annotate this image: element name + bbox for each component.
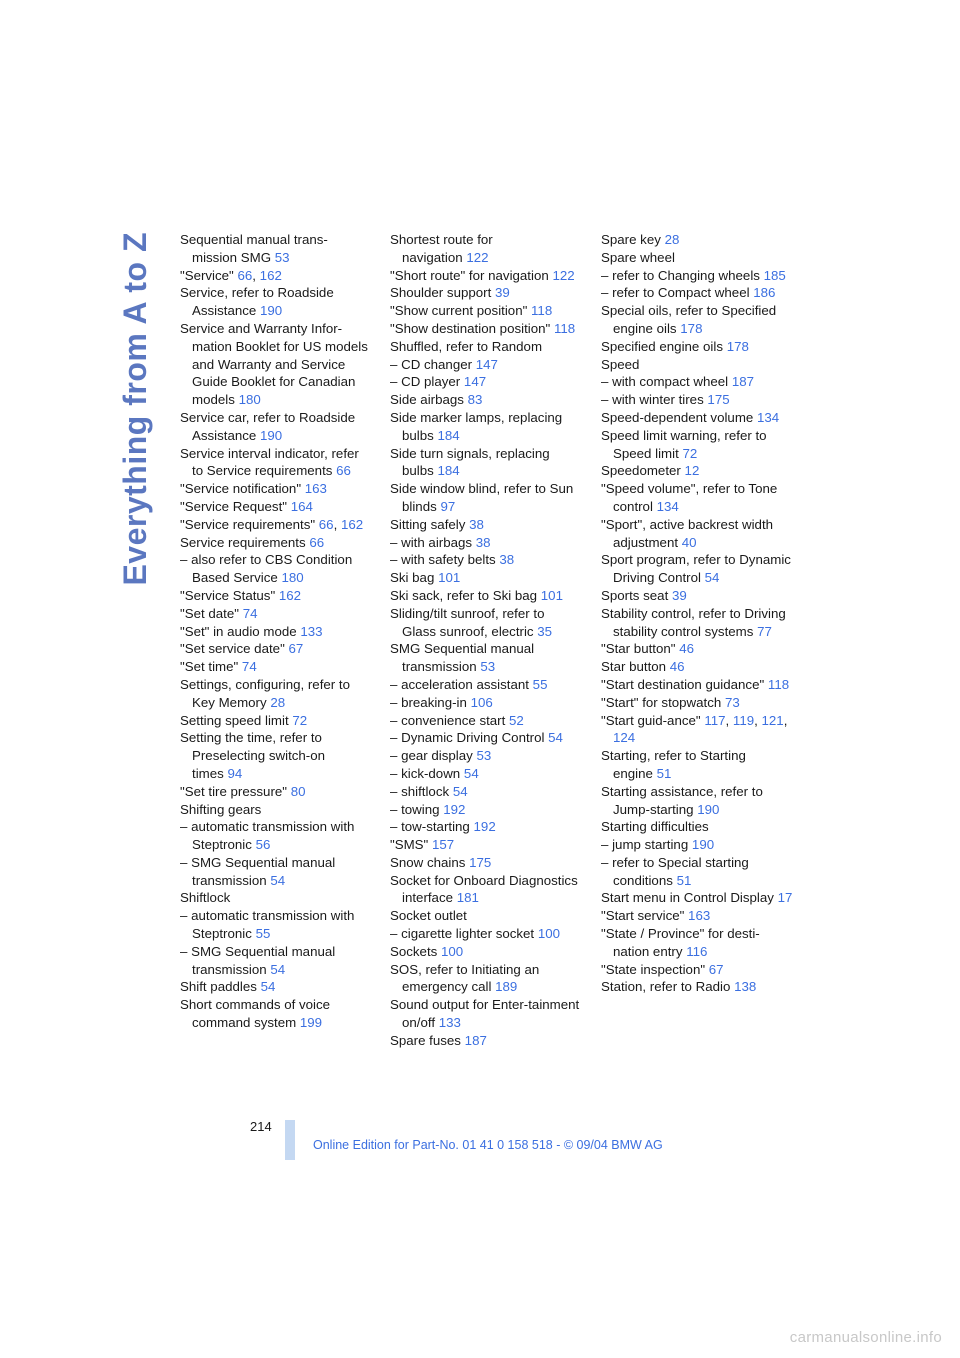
page-reference-link[interactable]: 38 [469,516,484,532]
entry-term: "Service notification" [180,481,302,497]
entry-term: – automatic transmission with Steptronic [180,908,355,942]
index-entry [601,889,793,907]
entry-term: "Service Status" [180,587,276,603]
entry-term: Stability control, refer to Driving stability control systems [601,605,786,639]
index-entry [601,516,793,552]
entry-term: – automatic transmission with Steptronic [180,819,355,853]
index-entry [390,284,582,302]
page-reference-link[interactable]: 54 [270,961,286,977]
page-reference-link[interactable]: 116 [686,943,708,959]
index-entry [180,587,372,605]
entry-term: Spare key [601,232,661,247]
page-reference-link[interactable]: 66 [318,516,334,532]
page-reference-link[interactable]: 187 [731,374,755,390]
entry-term: Spare fuses [390,1032,461,1048]
page-reference-link[interactable]: 190 [691,837,715,853]
page-reference-link[interactable]: 67 [288,641,304,657]
entry-term: Start menu in Control Display [601,890,774,906]
index-entry: "Start guid-ance" 117, 119, 121, 124 [601,712,788,746]
page-reference-link[interactable]: 55 [532,676,548,692]
page-reference-link[interactable]: 77 [757,623,772,639]
page-reference-link[interactable]: 51 [676,872,692,888]
page-reference-link[interactable]: 66 [309,534,325,550]
page-reference-link[interactable]: 147 [475,356,498,372]
page-reference-link[interactable]: 180 [281,570,304,586]
page-reference-link[interactable]: 117 [704,712,726,728]
entry-term: Sport program, refer to Dynamic Driving Control [601,552,791,586]
page-reference-link[interactable]: 54 [548,730,563,746]
page-reference-link[interactable]: 124 [613,730,636,746]
index-entry [390,356,582,374]
entry-term: "Star button" [601,641,676,657]
page-reference-link[interactable]: 28 [664,232,680,247]
page-reference-link[interactable]: 118 [767,676,790,692]
entry-term: Service, refer to Roadside Assistance [180,285,334,319]
page-reference-link[interactable]: 74 [241,659,257,675]
index-entry [180,801,372,819]
index-entry [601,854,793,890]
index-entry [390,409,582,445]
page-reference-link[interactable]: 106 [470,694,493,710]
page-reference-link[interactable]: 97 [440,498,456,514]
index-entry [390,694,582,712]
page-reference-link[interactable]: 72 [682,445,698,461]
entry-term: – kick-down [390,765,461,781]
entry-term: Short commands of voice command system [180,997,331,1031]
index-entry [601,658,793,676]
entry-term: – refer to Changing wheels [601,267,760,283]
entry-term: "SMS" [390,837,429,853]
footer-bar [285,1120,295,1160]
index-entry [601,356,793,374]
entry-term: – refer to Compact wheel [601,285,750,301]
index-entry [180,409,372,445]
entry-term: – with airbags [390,534,473,550]
page-reference-link[interactable]: 52 [509,712,524,728]
entry-term: Sitting safely [390,516,466,532]
entry-term: Spare wheel [601,249,675,265]
entry-term: SOS, refer to Initiating an emergency call [390,961,540,995]
page-reference-link[interactable]: 186 [753,285,776,301]
index-entry [180,320,372,409]
page-reference-link[interactable]: 192 [443,801,466,817]
page-reference-link[interactable]: 119 [732,712,755,728]
entry-term: Sound output for Enter-tainment on/off [390,997,580,1031]
entry-term: Specified engine oils [601,338,723,354]
page-reference-link[interactable]: 157 [431,837,455,853]
entry-term: "Start service" [601,908,685,924]
index-entry [390,569,582,587]
index-entry [601,783,793,819]
index-entry [390,818,582,836]
index-entry [180,729,372,782]
page-reference-link[interactable]: 162 [278,587,302,603]
index-entry [390,712,582,730]
index-entry [390,943,582,961]
index-entry [601,267,793,285]
page-reference-link[interactable]: 51 [656,765,672,781]
index-entry [601,391,793,409]
index-entry [180,818,372,854]
page-reference-link[interactable]: 164 [290,498,313,514]
entry-term: "Start" for stopwatch [601,694,722,710]
index-entry [180,445,372,481]
index-entry [390,872,582,908]
entry-term: – with safety belts [390,552,496,568]
page-reference-link[interactable]: 190 [697,801,720,817]
index-entry [390,836,582,854]
page-reference-link[interactable]: 39 [671,587,687,603]
watermark: carmanualsonline.info [789,1329,942,1346]
index-entry [180,889,372,907]
page-reference-link[interactable]: 94 [227,765,243,781]
entry-term: SMG Sequential manual transmission [390,641,535,675]
index-entry [180,534,372,552]
page-reference-link[interactable]: 53 [476,748,492,764]
index-entry [390,534,582,552]
entry-term: "Service Request" [180,498,287,514]
index-entry [601,694,793,712]
index-entry [390,231,582,267]
index-entry [601,231,793,249]
index-entry [601,907,793,925]
entry-term: "Show current position" [390,303,528,319]
page-reference-link[interactable]: 133 [300,623,323,639]
page-reference-link[interactable]: 134 [656,498,679,514]
page-reference-link[interactable]: 138 [734,979,757,995]
index-entry [180,907,372,943]
entry-term: "Set date" [180,605,239,621]
index-entry [180,996,372,1032]
page-reference-link[interactable]: 181 [456,890,479,906]
index-entry [390,765,582,783]
page-reference-link[interactable]: 101 [540,587,563,603]
entry-term: Speed-dependent volume [601,409,754,425]
entry-term: Snow chains [390,854,466,870]
page-reference-link[interactable]: 134 [757,409,780,425]
index-entry [180,658,372,676]
page-reference-link[interactable]: 100 [441,943,464,959]
entry-term: Side turn signals, replacing bulbs [390,445,550,479]
entry-term: "Set tire pressure" [180,783,287,799]
entry-term: Side window blind, refer to Sun blinds [390,481,574,514]
page-reference-link[interactable]: 162 [259,267,282,283]
page-reference-link[interactable]: 17 [777,890,793,906]
index-entry [390,961,582,997]
page-reference-link[interactable]: 185 [763,267,786,283]
page-reference-link[interactable]: 199 [299,1015,323,1031]
entry-term: "Speed volume", refer to Tone control [601,481,778,514]
index-entry [390,516,582,534]
entry-term: Starting, refer to Starting engine [601,748,746,781]
page-reference-link[interactable]: 80 [290,783,306,799]
index-entry [390,747,582,765]
page-reference-link[interactable]: 54 [463,765,479,781]
index-entry [180,231,372,267]
entry-term: Side airbags [390,392,464,408]
page-reference-link[interactable]: 72 [292,712,308,728]
index-entry [180,854,372,890]
index-entry [601,587,793,605]
entry-term: "Set" in audio mode [180,623,297,639]
index-entry [601,427,793,463]
entry-term: – tow-starting [390,819,470,835]
page-reference-link[interactable]: 54 [452,783,468,799]
page-reference-link[interactable]: 178 [726,338,749,354]
entry-term: "Show destination position" [390,320,551,336]
entry-term: Service interval indicator, refer to Service requirements [180,445,359,479]
entry-term: "Start destination guidance" [601,676,765,692]
footer-edition-text: Online Edition for Part-No. 01 41 0 158 518 - © 09/04 BMW AG [313,1138,663,1152]
entry-term: "Service" [180,267,234,283]
page-reference-link[interactable]: 118 [531,303,553,319]
entry-term: "Sport", active backrest width adjustment [601,516,774,550]
entry-term: Service requirements [180,534,306,550]
index-column-1 [180,231,372,1032]
page-reference-link[interactable]: 54 [270,872,286,888]
entry-term: Starting assistance, refer to Jump-starting [601,783,763,817]
entry-term: Sequential manual trans-mission SMG [180,232,328,265]
page-reference-link[interactable]: 162 [340,516,364,532]
entry-term: – convenience start [390,712,506,728]
index-entry [180,676,372,712]
index-entry [601,676,793,694]
index-entry [601,605,793,641]
page-reference-link[interactable]: 83 [467,392,483,408]
entry-term: "Short route" for navigation [390,267,549,283]
index-entry [180,284,372,320]
index-entry [180,712,372,730]
page-reference-link[interactable]: 56 [255,837,271,853]
index-entry [390,801,582,819]
index-entry [390,1032,582,1050]
page-reference-link[interactable]: 175 [707,392,730,408]
page-reference-link[interactable]: 121 [761,712,784,728]
entry-term: Shoulder support [390,285,492,301]
entry-term: Socket outlet [390,908,467,924]
index-entry [601,961,793,979]
page-reference-link[interactable]: 187 [464,1032,487,1048]
page-reference-link[interactable]: 73 [725,694,740,710]
entry-term: Shortest route for navigation [390,232,493,265]
entry-term: Station, refer to Radio [601,979,731,995]
index-entry [180,978,372,996]
index-entry [180,480,372,498]
index-entry [390,480,582,516]
entry-term: – breaking-in [390,694,467,710]
page-number: 214 [250,1119,272,1134]
entry-term: Sockets [390,943,438,959]
page-reference-link[interactable]: 175 [469,854,492,870]
page-reference-link[interactable]: 74 [242,605,258,621]
page-reference-link[interactable]: 122 [466,249,489,265]
entry-term: Ski bag [390,570,435,586]
page-reference-link[interactable]: 178 [680,320,703,336]
entry-term: Special oils, refer to Specified engine oils [601,303,777,336]
page-reference-link[interactable]: 12 [684,463,700,479]
page-reference-link[interactable]: 40 [681,534,697,550]
entry-term: – with compact wheel [601,374,729,390]
entry-term: Sports seat [601,587,669,603]
page-reference-link[interactable]: 163 [304,481,327,497]
entry-term: Speedometer [601,463,681,479]
index-entry [601,284,793,302]
index-entry [601,640,793,658]
page-reference-link[interactable]: 46 [679,641,694,657]
index-entry [390,320,582,338]
index-entry [180,623,372,641]
page-reference-link[interactable]: 133 [438,1015,461,1031]
index-entry [390,551,582,569]
entry-term: – Dynamic Driving Control [390,730,545,746]
index-entry [390,445,582,481]
entry-term: – CD player [390,374,461,390]
index-entry [390,783,582,801]
index-entry [601,480,793,516]
page-reference-link[interactable]: 38 [499,552,515,568]
entry-term: "Set time" [180,659,239,675]
entry-term: Service car, refer to Roadside Assistance [180,409,356,443]
index-entry [390,373,582,391]
entry-term: – gear display [390,748,473,764]
index-entry [180,943,372,979]
entry-term: Side marker lamps, replacing bulbs [390,409,563,443]
index-entry [390,338,582,356]
entry-term: – acceleration assistant [390,676,529,692]
page-reference-link[interactable]: 118 [553,320,576,336]
entry-term: Shift paddles [180,979,257,995]
page-reference-link[interactable]: 192 [473,819,496,835]
entry-term: – jump starting [601,837,689,853]
index-entry [601,551,793,587]
index-entry [180,640,372,658]
entry-term: – cigarette lighter socket [390,926,535,942]
entry-term: – towing [390,801,440,817]
index-entry [390,854,582,872]
index-entry [601,373,793,391]
index-entry: "Service" 66, 162 [180,267,282,283]
index-entry [601,302,793,338]
entry-term: "State inspection" [601,961,706,977]
index-entry [390,267,582,285]
page-reference-link[interactable]: 66 [336,463,351,479]
index-entry [601,925,793,961]
page-reference-link[interactable]: 53 [480,659,496,675]
page-reference-link[interactable]: 38 [475,534,491,550]
entry-term: Ski sack, refer to Ski bag [390,587,538,603]
entry-term: Socket for Onboard Diagnostics interface [390,872,578,906]
page-reference-link[interactable]: 39 [494,285,510,301]
index-entry [601,462,793,480]
index-entry [180,605,372,623]
entry-term: Shuffled, refer to Random [390,338,543,354]
page-reference-link[interactable]: 180 [238,392,261,408]
index-entry [601,338,793,356]
entry-term: – SMG Sequential manual transmission [180,854,336,888]
index-entry [390,907,582,925]
entry-term: – shiftlock [390,783,450,799]
page-reference-link[interactable]: 54 [704,570,720,586]
page-reference-link[interactable]: 28 [270,694,286,710]
entry-term: Shiftlock [180,890,231,906]
index-entry [390,587,582,605]
index-entry [390,391,582,409]
entry-term: Setting the time, refer to Preselecting switch-on times [180,730,326,781]
page-reference-link[interactable]: 184 [437,427,460,443]
index-column-3 [601,231,793,996]
entry-term: "Set service date" [180,641,285,657]
index-entry [180,498,372,516]
page-reference-link[interactable]: 66 [237,267,253,283]
index-entry [390,996,582,1032]
index-entry [180,783,372,801]
page-reference-link[interactable]: 190 [260,427,283,443]
page-reference-link[interactable]: 54 [260,979,276,995]
index-entry [390,925,582,943]
page-reference-link[interactable]: 100 [537,926,561,942]
page-reference-link[interactable]: 147 [463,374,487,390]
index-entry: "Service requirements" 66, 162 [180,516,364,532]
index-entry [601,249,793,267]
page-reference-link[interactable]: 46 [669,659,685,675]
index-entry [601,978,793,996]
page-reference-link[interactable]: 190 [260,303,283,319]
page-reference-link[interactable]: 122 [552,267,575,283]
entry-term: Speed limit warning, refer to Speed limit [601,427,767,461]
page-reference-link[interactable]: 55 [255,926,271,942]
entry-term: – with winter tires [601,392,704,408]
page-reference-link[interactable]: 189 [495,979,518,995]
entry-term: Setting speed limit [180,712,289,728]
index-entry [390,605,582,641]
entry-term: "Service requirements" [180,516,316,532]
page-reference-link[interactable]: 53 [274,249,290,265]
index-entry [180,551,372,587]
index-entry [601,747,793,783]
entry-term: Speed [601,356,640,372]
index-entry [601,836,793,854]
entry-term: Sliding/tilt sunroof, refer to Glass sunroof, electric [390,605,545,639]
page-reference-link[interactable]: 67 [708,961,724,977]
entry-term: Shifting gears [180,801,262,817]
entry-term: – CD changer [390,356,473,372]
entry-term: – refer to Special starting conditions [601,854,749,888]
entry-term: "State / Province" for desti-nation entry [601,926,760,959]
index-entry [390,640,582,676]
entry-term: – also refer to CBS Condition Based Service [180,552,353,586]
entry-term: Star button [601,659,667,675]
index-entry [601,409,793,427]
index-entry [390,676,582,694]
page-reference-link[interactable]: 101 [438,570,461,586]
entry-term: – SMG Sequential manual transmission [180,943,336,977]
entry-term: "Start guid-ance" [601,712,701,728]
page-reference-link[interactable]: 35 [537,623,553,639]
index-entry [390,729,582,747]
index-column-2 [390,231,582,1050]
page-reference-link[interactable]: 163 [688,908,711,924]
index-entry [390,302,582,320]
entry-term: Service and Warranty Infor-mation Booklet for US models and Warranty and Service Guide Booklet for Canadian models [180,320,368,408]
page-reference-link[interactable]: 184 [437,463,460,479]
index-entry [601,818,793,836]
entry-term: Settings, configuring, refer to Key Memory [180,676,350,710]
side-title: Everything from A to Z [117,232,153,586]
entry-term: Starting difficulties [601,819,709,835]
